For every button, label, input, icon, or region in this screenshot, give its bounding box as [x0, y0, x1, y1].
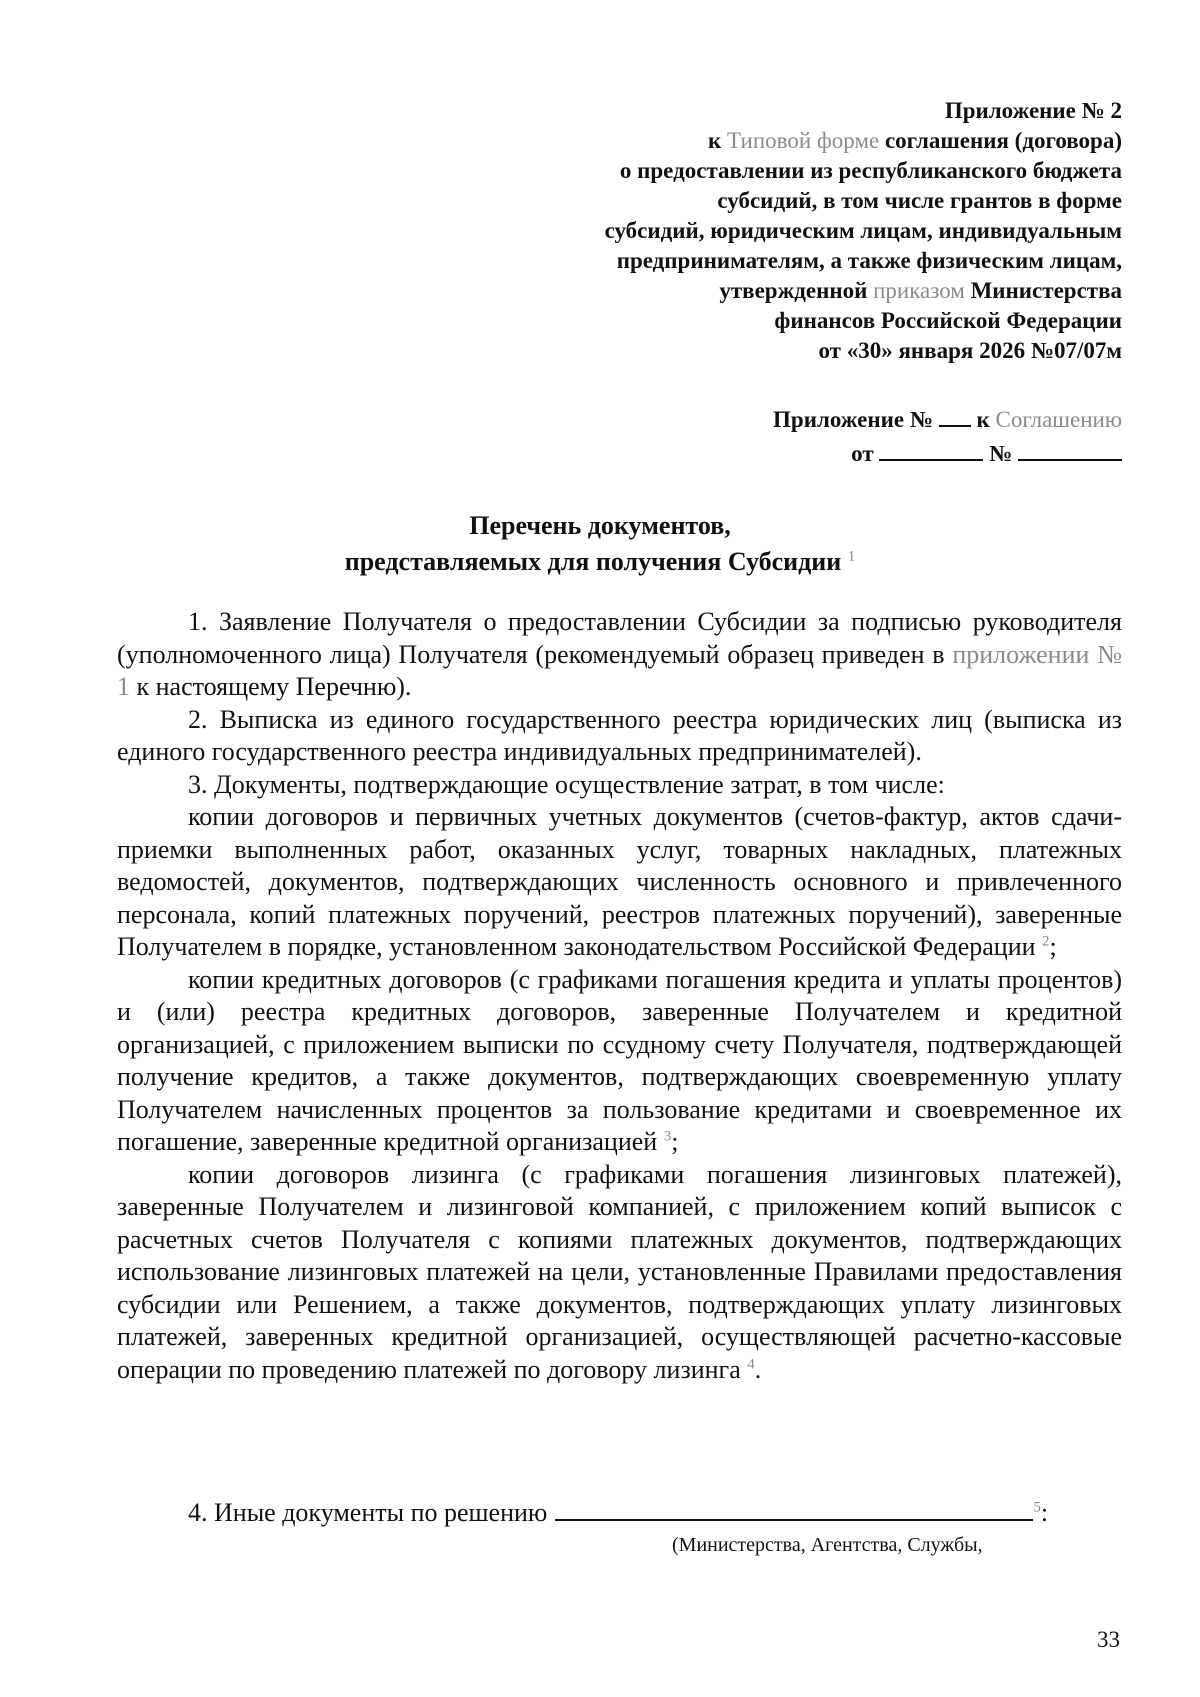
header-line: субсидий, в том числе грантов в форме [717, 188, 1122, 213]
paragraph: копии договоров лизинга (с графиками погашения лизинговых платежей), заверенные Получателем и лизинговой компанией, с приложением копий выписок с расчетных счетов Получателя с копиями платежных документов, подтверждающих использование лизинговых платежей на цели, установленные Правилами предоставления субсидии или Решением, а также документов, подтверждающих уплату лизинговых платежей, заверенных кредитной организацией, осуществляющей расчетно-кассовые операции по проведению платежей по договору лизинга $^4$. [117, 1159, 1122, 1384]
paragraph: 2. Выписка из единого государственного реестра юридических лиц (выписка из единого государственного реестра индивидуальных предпринимателей). [117, 704, 1122, 766]
footnote-ref[interactable]: 5 [1033, 1499, 1041, 1516]
paragraph: 3. Документы, подтверждающие осуществление затрат, в том числе: [188, 769, 945, 799]
header-line: о предоставлении из республиканского бюджета [619, 158, 1122, 183]
header-line: от «30» января 2026 №07/07м [818, 338, 1122, 363]
document-body [117, 606, 1122, 1386]
order-link[interactable]: приказом [873, 278, 965, 303]
footnote-ref[interactable]: 1 [847, 548, 856, 565]
number-blank [1018, 439, 1122, 461]
paragraph: 1. Заявление Получателя о предоставлении Субсидии за подписью руководителя (уполномоченного лица) Получателя (рекомендуемый образец приведен в приложении № 1 к настоящему Перечню). [117, 607, 1122, 701]
approval-header [605, 96, 1122, 366]
header-line: финансов Российской Федерации [774, 308, 1122, 333]
footnote-ref[interactable]: 2 [1042, 933, 1050, 950]
header-line: утвержденной приказом Министерства [719, 278, 1122, 303]
agreement-appendix-block [773, 403, 1122, 471]
appendix-number-line: Приложение № к Соглашению [773, 407, 1122, 432]
header-line: предпринимателям, а также физическим лицам, [616, 248, 1122, 273]
authority-blank-line [555, 1493, 1033, 1521]
document-title [0, 508, 1200, 580]
footnote-ref[interactable]: 4 [747, 1355, 755, 1372]
appendix-date-line: от № [773, 437, 1122, 471]
date-blank [879, 439, 983, 461]
page-number: 33 [1097, 1627, 1120, 1652]
other-documents-text: 4. Иные документы по решению [188, 1498, 548, 1527]
title-line: представляемых для получения Субсидии $^1$ [344, 547, 856, 576]
header-line: к Типовой форме соглашения (договора) [708, 128, 1122, 153]
appendix-number-blank [939, 405, 971, 427]
other-documents-line: 4. Иные документы по решению $^5$: [188, 1493, 1048, 1529]
header-line: субсидий, юридическим лицам, индивидуальным [604, 218, 1122, 243]
appendix-1-link[interactable]: приложении № 1 [117, 639, 1122, 701]
footnote-ref[interactable]: 3 [663, 1128, 672, 1145]
agreement-link[interactable]: Соглашению [995, 407, 1122, 432]
paragraph: копии договоров и первичных учетных документов (счетов-фактур, актов сдачи-приемки выполненных работ, оказанных услуг, товарных накладных, платежных ведомостей, документов, подтверждающих численность основного и привлеченного персонала, копий платежных поручений, реестров платежных поручений), заверенные Получателем в порядке, установленном законодательством Российской Федерации $^2$; [117, 802, 1122, 961]
header-line: Приложение № 2 [944, 98, 1122, 123]
authority-caption: (Министерства, Агентства, Службы, [672, 1534, 983, 1556]
title-line: Перечень документов, [469, 511, 731, 540]
paragraph: копии кредитных договоров (с графиками погашения кредита и уплаты процентов) и (или) реестра кредитных договоров, заверенные Получателем и кредитной организацией, с приложением выписки по ссудному счету Получателя, подтверждающей получение кредитов, а также документов, подтверждающих своевременную уплату Получателем начисленных процентов за пользование кредитами и своевременное их погашение, заверенные кредитной организацией $^3$; [117, 964, 1122, 1156]
typical-form-link[interactable]: Типовой форме [727, 128, 880, 153]
